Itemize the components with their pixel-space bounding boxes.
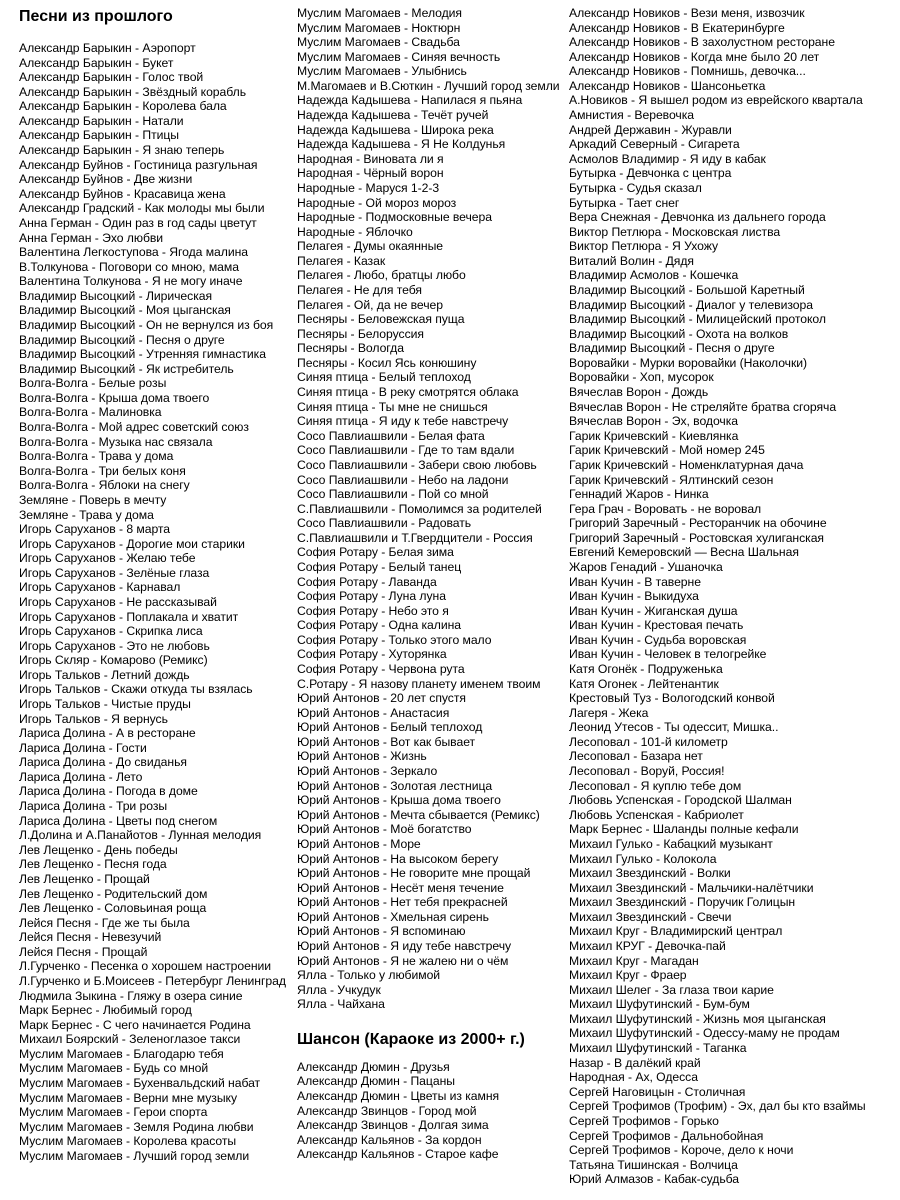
song-entry: Виталий Волин - Дядя [569,253,694,268]
song-entry: Владимир Высоцкий - Песня о друге [569,341,775,356]
song-entry: Игорь Тальков - Чистые пруды [19,697,191,712]
song-list-shanson-2 [569,6,900,1187]
song-entry: Любовь Успенская - Городской Шалман [569,793,792,808]
song-entry: Иван Кучин - Судьба воровская [569,632,747,647]
song-entry: Владимир Высоцкий - Утренняя гимнастика [19,347,266,362]
song-entry: Иван Кучин - Выкидуха [569,589,699,604]
song-entry: Народные - Маруся 1-2-3 [297,180,440,195]
song-entry: Волга-Волга - Мой адрес советский союз [19,420,249,435]
song-entry: Игорь Саруханов - Это не любовь [19,638,210,653]
song-entry: Михаил Звездинский - Свечи [569,909,732,924]
song-entry: Игорь Саруханов - Зелёные глаза [19,565,210,580]
song-entry: Иван Кучин - Человек в телогрейке [569,647,767,662]
song-entry: Сосо Павлиашвили - Где то там вдали [297,443,515,458]
song-list-past-2 [297,6,565,1012]
song-entry: Вячеслав Ворон - Эх, водочка [569,414,739,429]
song-entry: Жаров Генадий - Ушаночка [569,559,723,574]
song-entry: Пелагея - Ой, да не вечер [297,297,444,312]
song-entry: Владимир Высоцкий - Он не вернулся из боя [19,317,274,332]
song-entry: Сосо Павлиашвили - Небо на ладони [297,472,509,487]
song-entry: Игорь Тальков - Я вернусь [19,711,168,726]
song-entry: Юрий Алмазов - Кабак-судьба [569,1172,740,1187]
song-entry: Юрий Антонов - Жизнь [297,749,427,764]
song-entry: Катя Огонёк - Подруженька [569,662,723,677]
song-entry: Лесоповал - 101-й километр [569,734,728,749]
song-entry: Народная - Ах, Одесса [569,1070,698,1085]
song-entry: Муслим Магомаев - Будь со мной [19,1061,209,1076]
song-entry: Вячеслав Ворон - Дождь [569,385,709,400]
song-entry: София Ротару - Хуторянка [297,647,447,662]
song-entry: Аркадий Северный - Сигарета [569,137,740,152]
song-entry: Юрий Антонов - 20 лет спустя [297,691,466,706]
song-entry: Лейся Песня - Прощай [19,944,148,959]
song-entry: Михаил Звездинский - Мальчики-налётчики [569,880,814,895]
song-entry: Сергей Трофимов (Трофим) - Эх, дал бы кто взаймы [569,1099,866,1114]
song-entry: Надежда Кадышева - Течёт ручей [297,108,489,123]
song-entry: Муслим Магомаев - Ноктюрн [297,20,461,35]
song-entry: Александр Новиков - Помнишь, девочка... [569,64,806,79]
song-entry: Амнистия - Веревочка [569,108,694,123]
song-entry: Ялла - Учкудук [297,982,381,997]
song-entry: Волга-Волга - Три белых коня [19,463,186,478]
song-entry: Муслим Магомаев - Благодарю тебя [19,1046,224,1061]
column-3 [569,0,900,1187]
song-entry: Асмолов Владимир - Я иду в кабак [569,151,766,166]
song-entry: Михаил Шуфутинский - Жизнь моя цыганская [569,1011,826,1026]
song-entry: Воровайки - Мурки воровайки (Наколочки) [569,355,808,370]
song-entry: Александр Барыкин - Звёздный корабль [19,84,247,99]
song-entry: Муслим Магомаев - Бухенвальдский набат [19,1076,261,1091]
song-entry: Иван Кучин - Крестовая печать [569,618,744,633]
song-entry: София Ротару - Только этого мало [297,632,492,647]
song-entry: Волга-Волга - Малиновка [19,405,162,420]
song-entry: Вячеслав Ворон - Не стреляйте братва сгоряча [569,399,837,414]
song-entry: Александр Новиков - Когда мне было 20 лет [569,49,820,64]
song-entry: С.Павлиашвили и Т.Гвердцители - Россия [297,530,533,545]
song-entry: Синяя птица - Я иду к тебе навстречу [297,414,509,429]
song-entry: Юрий Антонов - Мечта сбывается (Ремикс) [297,807,540,822]
song-entry: Л.Гурченко и Б.Моисеев - Петербург Ленинград [19,974,286,988]
song-entry: Юрий Антонов - Несёт меня течение [297,880,504,895]
song-entry: Александр Дюмин - Друзья [297,1059,450,1074]
song-entry: Андрей Державин - Журавли [569,122,732,137]
song-entry: Муслим Магомаев - Верни мне музыку [19,1090,237,1105]
song-entry: Владимир Высоцкий - Песня о друге [19,332,225,347]
song-entry: Григорий Заречный - Ресторанчик на обочине [569,516,827,531]
song-entry: Сосо Павлиашвили - Радовать [297,516,472,531]
song-entry: Михаил Гулько - Кабацкий музыкант [569,836,773,851]
song-entry: Гера Грач - Воровать - не воровал [569,501,762,516]
song-entry: Народная - Чёрный ворон [297,166,444,181]
song-entry: Александр Звинцов - Долгая зима [297,1118,489,1133]
song-entry: Михаил Боярский - Зеленоглазое такси [19,1032,241,1047]
song-entry: Пелагея - Казак [297,253,386,268]
song-entry: Анна Герман - Эхо любви [19,230,164,245]
song-entry: Лейся Песня - Невезучий [19,930,162,945]
song-entry: Юрий Антонов - Белый теплоход [297,720,483,735]
song-entry: Игорь Скляр - Комарово (Ремикс) [19,653,208,668]
song-entry: Владимир Высоцкий - Милицейский протокол [569,312,826,327]
song-entry: Виктор Петлюра - Московская листва [569,224,781,239]
song-entry: Бутырка - Судья сказал [569,180,702,195]
song-entry: С.Павлиашвили - Помолимся за родителей [297,501,542,516]
song-entry: Михаил Шуфутинский - Бум-бум [569,997,750,1012]
song-entry: Назар - В далёкий край [569,1055,701,1070]
song-list-shanson-1 [297,1060,565,1162]
song-entry: Владимир Высоцкий - Лирическая [19,288,213,303]
song-entry: Л.Долина и А.Панайотов - Лунная мелодия [19,828,262,843]
song-entry: Марк Бернес - Шаланды полные кефали [569,822,799,837]
song-entry: Александр Барыкин - Букет [19,55,174,70]
song-entry: Воровайки - Хоп, мусорок [569,370,714,385]
song-entry: Лев Лещенко - День победы [19,842,178,857]
song-entry: Волга-Волга - Крыша дома твоего [19,390,210,405]
song-entry: Юрий Антонов - Я не жалею ни о чём [297,953,509,968]
song-entry: Александр Барыкин - Королева бала [19,99,227,114]
song-entry: Народные - Ой мороз мороз [297,195,457,210]
song-entry: Юрий Антонов - Нет тебя прекрасней [297,895,508,910]
song-entry: Земляне - Поверь в мечту [19,492,167,507]
song-entry: Песняры - Беловежская пуща [297,312,465,327]
song-entry: Сосо Павлиашвили - Пой со мной [297,487,489,502]
song-entry: Волга-Волга - Трава у дома [19,449,174,464]
song-entry: Лариса Долина - До свиданья [19,755,187,770]
song-entry: Александр Новиков - В захолустном ресторане [569,35,835,50]
section-title-past: Песни из прошлого [19,8,173,25]
song-entry: Юрий Антонов - Зеркало [297,764,438,779]
song-entry: Александр Дюмин - Цветы из камня [297,1089,500,1104]
song-entry: Синяя птица - Ты мне не снишься [297,399,488,414]
song-entry: Гарик Кричевский - Мой номер 245 [569,443,765,458]
song-entry: Юрий Антонов - Я вспоминаю [297,924,466,939]
song-entry: Гарик Кричевский - Киевлянка [569,428,739,443]
song-entry: Гарик Кричевский - Номенклатурная дача [569,457,804,472]
song-entry: Марк Бернес - Любимый город [19,1003,192,1018]
song-entry: Песняры - Вологда [297,341,404,356]
song-entry: Крестовый Туз - Вологодский конвой [569,691,775,706]
song-entry: Александр Барыкин - Натали [19,113,184,128]
song-entry: Юрий Антонов - Анастасия [297,705,450,720]
song-entry: Лариса Долина - Гости [19,740,147,755]
song-entry: Лесоповал - Базара нет [569,749,703,764]
song-entry: Владимир Высоцкий - Охота на волков [569,326,789,341]
song-entry: В.Толкунова - Поговори со мною, мама [19,259,239,274]
song-entry: Лев Лещенко - Песня года [19,857,167,872]
song-entry: София Ротару - Одна калина [297,618,462,633]
song-entry: Сосо Павлиашвили - Белая фата [297,428,485,443]
song-entry: Гарик Кричевский - Ялтинский сезон [569,472,774,487]
song-entry: Лев Лещенко - Соловьиная роща [19,901,207,916]
song-entry: Юрий Антонов - Крыша дома твоего [297,793,501,808]
song-entry: М.Магомаев и В.Сюткин - Лучший город земли [297,78,560,93]
song-entry: Песняры - Белоруссия [297,326,424,341]
song-entry: Марк Бернес - С чего начинается Родина [19,1017,251,1032]
song-entry: Игорь Саруханов - Дорогие мои старики [19,536,245,551]
song-entry: Александр Новиков - В Екатеринбурге [569,20,785,35]
song-entry: София Ротару - Белый танец [297,559,462,574]
song-entry: Лариса Долина - Погода в доме [19,784,198,799]
song-entry: Иван Кучин - Жиганская душа [569,603,738,618]
song-entry: Владимир Асмолов - Кошечка [569,268,739,283]
song-entry: Надежда Кадышева - Широка река [297,122,494,137]
song-entry: Юрий Антонов - Золотая лестница [297,778,493,793]
song-entry: Александр Барыкин - Я знаю теперь [19,143,225,158]
song-entry: Волга-Волга - Яблоки на снегу [19,478,190,493]
song-entry: Народные - Яблочко [297,224,413,239]
song-entry: Лесоповал - Я куплю тебе дом [569,778,742,793]
song-entry: Валентина Легкоступова - Ягода малина [19,245,249,260]
song-entry: Катя Огонек - Лейтенантик [569,676,719,691]
song-entry: Игорь Саруханов - Карнавал [19,580,181,595]
song-entry: Юрий Антонов - Море [297,836,421,851]
song-entry: Валентина Толкунова - Я не могу иначе [19,274,243,289]
song-entry: Игорь Тальков - Летний дождь [19,667,190,682]
song-entry: Бутырка - Девчонка с центра [569,166,732,181]
song-entry: Лев Лещенко - Родительский дом [19,886,208,901]
song-entry: Владимир Высоцкий - Моя цыганская [19,303,231,318]
song-entry: Лейся Песня - Где же ты была [19,915,190,930]
song-entry: Надежда Кадышева - Напилася я пьяна [297,93,523,108]
song-entry: Сергей Трофимов - Короче, дело к ночи [569,1143,794,1158]
song-entry: Игорь Саруханов - Скрипка лиса [19,624,203,639]
song-entry: Ялла - Только у любимой [297,968,441,983]
song-entry: Муслим Магомаев - Свадьба [297,35,460,50]
song-entry: Александр Барыкин - Аэропорт [19,41,196,55]
song-entry: Игорь Саруханов - Поплакала и хватит [19,609,239,624]
section-title-shanson: Шансон (Караоке из 2000+ г.) [297,1030,525,1048]
song-entry: Волга-Волга - Белые розы [19,376,167,391]
song-entry: Народные - Подмосковные вечера [297,210,492,225]
song-entry: Геннадий Жаров - Нинка [569,487,709,502]
song-entry: Лариса Долина - Три розы [19,799,168,814]
song-entry: Муслим Магомаев - Земля Родина любви [19,1119,254,1134]
song-entry: Александр Буйнов - Две жизни [19,172,193,187]
song-entry: София Ротару - Лаванда [297,574,437,589]
song-entry: Муслим Магомаев - Мелодия [297,6,462,20]
song-entry: Сергей Трофимов - Горько [569,1113,719,1128]
song-entry: Юрий Антонов - Моё богатство [297,822,472,837]
song-entry: Пелагея - Любо, братцы любо [297,268,466,283]
song-entry: Михаил Шелег - За глаза твои карие [569,982,774,997]
song-entry: Муслим Магомаев - Улыбнись [297,64,467,79]
song-entry: Александр Кальянов - Старое кафе [297,1147,499,1162]
song-entry: Михаил КРУГ - Девочка-пай [569,939,726,953]
song-entry: Синяя птица - В реку смотрятся облака [297,385,519,400]
song-entry: София Ротару - Небо это я [297,603,449,618]
song-entry: Александр Барыкин - Голос твой [19,70,204,85]
song-entry: Михаил Гулько - Колокола [569,851,717,866]
song-entry: Михаил Шуфутинский - Одессу-маму не продам [569,1026,840,1041]
song-entry: Л.Гурченко - Песенка о хорошем настроении [19,959,272,974]
song-entry: Игорь Саруханов - Не рассказывай [19,594,217,609]
song-entry: Сергей Трофимов - Дальнобойная [569,1128,764,1143]
song-entry: Михаил Круг - Владимирский централ [569,924,783,939]
song-entry: Михаил Звездинский - Волки [569,866,731,881]
song-entry: Муслим Магомаев - Королева красоты [19,1134,237,1149]
song-entry: Людмила Зыкина - Гляжу в озера синие [19,988,243,1003]
song-entry: Лев Лещенко - Прощай [19,871,150,886]
song-entry: Муслим Магомаев - Синяя вечность [297,49,501,64]
song-entry: Сергей Наговицын - Столичная [569,1084,746,1099]
song-entry: Ялла - Чайхана [297,997,385,1012]
song-entry: Пелагея - Не для тебя [297,282,422,297]
column-2 [297,0,565,1162]
song-entry: Юрий Антонов - Хмельная сирень [297,909,489,924]
song-entry: Юрий Антонов - На высоком берегу [297,851,499,866]
song-entry: Сосо Павлиашвили - Забери свою любовь [297,457,537,472]
song-entry: Григорий Заречный - Ростовская хулиганская [569,530,824,545]
song-entry: Татьяна Тишинская - Волчица [569,1157,738,1172]
song-entry: Синяя птица - Белый теплоход [297,370,471,385]
song-entry: Александр Звинцов - Город мой [297,1103,477,1118]
song-entry: Михаил Круг - Фраер [569,968,687,983]
song-list-past-1 [19,41,291,1164]
song-entry: Муслим Магомаев - Герои спорта [19,1105,208,1120]
song-entry: Надежда Кадышева - Я Не Колдунья [297,137,506,152]
song-entry: Игорь Тальков - Скажи откуда ты взялась [19,682,253,697]
song-entry: Владимир Высоцкий - Диалог у телевизора [569,297,813,312]
song-entry: Лагеря - Жека [569,705,649,720]
song-entry: Юрий Антонов - Я иду тебе навстречу [297,939,512,953]
song-entry: Александр Кальянов - За кордон [297,1132,482,1147]
song-entry: София Ротару - Белая зима [297,545,454,560]
song-entry: Александр Новиков - Шансоньетка [569,78,766,93]
song-entry: Михаил Звездинский - Поручик Голицын [569,895,796,910]
song-entry: Александр Барыкин - Птицы [19,128,180,143]
song-entry: Анна Герман - Один раз в год сады цветут [19,215,257,230]
song-entry: Песняры - Косил Ясь конюшину [297,355,477,370]
song-entry: Леонид Утесов - Ты одессит, Мишка.. [569,720,779,735]
song-entry: Муслим Магомаев - Лучший город земли [19,1148,250,1163]
song-entry: Любовь Успенская - Кабриолет [569,807,744,822]
song-entry: Пелагея - Думы окаянные [297,239,444,254]
song-entry: Владимир Высоцкий - Як истребитель [19,361,234,376]
song-entry: Народная - Виновата ли я [297,151,444,166]
song-entry: Земляне - Трава у дома [19,507,154,522]
song-entry: Юрий Антонов - Вот как бывает [297,734,476,749]
song-entry: Михаил Круг - Магадан [569,953,699,968]
song-entry: Евгений Кемеровский — Весна Шальная [569,545,799,560]
song-entry: Александр Буйнов - Гостиница разгульная [19,157,258,172]
song-entry: Владимир Высоцкий - Большой Каретный [569,282,805,297]
song-entry: Бутырка - Тает снег [569,195,680,210]
song-entry: Вера Снежная - Девчонка из дальнего города [569,210,826,225]
song-entry: Александр Новиков - Вези меня, извозчик [569,6,805,20]
song-entry: София Ротару - Луна луна [297,589,446,604]
song-entry: Александр Дюмин - Пацаны [297,1074,455,1089]
column-1 [19,0,291,1164]
song-entry: Михаил Шуфутинский - Таганка [569,1041,747,1056]
song-entry: Виктор Петлюра - Я Ухожу [569,239,719,254]
song-entry: Игорь Саруханов - 8 марта [19,522,171,537]
song-entry: Игорь Саруханов - Желаю тебе [19,551,196,566]
song-entry: Лариса Долина - Цветы под снегом [19,813,218,828]
song-entry: Лесоповал - Воруй, Россия! [569,764,725,779]
song-entry: Лариса Долина - А в ресторане [19,726,196,741]
song-entry: Лариса Долина - Лето [19,769,143,784]
song-entry: Иван Кучин - В таверне [569,574,701,589]
song-entry: С.Ротару - Я назову планету именем твоим [297,676,541,691]
song-entry: Александр Градский - Как молоды мы были [19,201,265,216]
song-entry: А.Новиков - Я вышел родом из еврейского квартала [569,93,863,108]
song-entry: София Ротару - Червона рута [297,662,465,677]
song-entry: Волга-Волга - Музыка нас связала [19,434,213,449]
song-entry: Юрий Антонов - Не говорите мне прощай [297,866,531,881]
song-entry: Александр Буйнов - Красавица жена [19,186,226,201]
